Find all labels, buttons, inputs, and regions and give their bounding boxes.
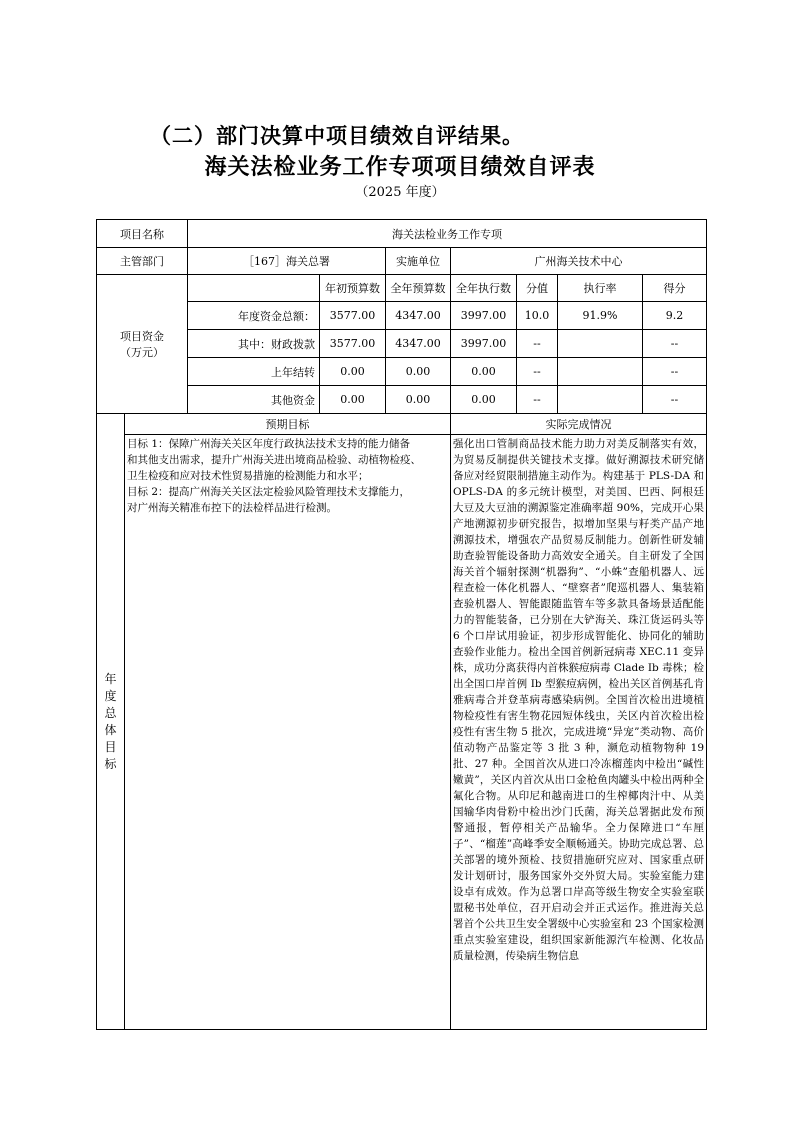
fund-header: 年初预算数: [320, 275, 386, 302]
fund-header: 得分: [643, 275, 707, 302]
fund-header: 全年执行数: [451, 275, 517, 302]
fund-cell: [558, 330, 643, 358]
project-name-label: 项目名称: [97, 220, 188, 248]
dept-value: ［167］海关总署: [188, 248, 386, 275]
fund-cell: --: [517, 386, 558, 414]
fund-row-label: 其他资金: [188, 386, 320, 414]
fund-header: 全年预算数: [386, 275, 451, 302]
fund-cell: 0.00: [320, 358, 386, 386]
fund-cell: [558, 386, 643, 414]
dept-label: 主管部门: [97, 248, 188, 275]
fund-row-label: 其中：财政拨款: [188, 330, 320, 358]
project-name-value: 海关法检业务工作专项: [188, 220, 707, 248]
year-label: （2025 年度）: [355, 185, 445, 200]
fund-cell: 3997.00: [451, 330, 517, 358]
fund-row-label: 上年结转: [188, 358, 320, 386]
fund-cell: 4347.00: [386, 330, 451, 358]
fund-cell: --: [517, 358, 558, 386]
fund-cell: 3997.00: [451, 302, 517, 330]
impl-value: 广州海关技术中心: [451, 248, 707, 275]
actual-header: 实际完成情况: [451, 414, 707, 435]
fund-header: 分值: [517, 275, 558, 302]
fund-cell: 10.0: [517, 302, 558, 330]
fund-cell: 9.2: [643, 302, 707, 330]
fund-cell: 0.00: [386, 386, 451, 414]
fund-cell: 3577.00: [320, 330, 386, 358]
fund-cell: --: [517, 330, 558, 358]
fund-cell: --: [643, 386, 707, 414]
fund-cell: 3577.00: [320, 302, 386, 330]
fund-cell: [558, 358, 643, 386]
expected-goal-text: 目标 1：保障广州海关关区年度行政执法技术支持的能力储备 和其他支出需求，提升广州海关进出境商品检验、动植物检疫、 卫生检疫和应对技术性贸易措施的检测能力和水平； 目标 2：提高广州海关关区法定检验风险管理技术支撑能力， 对广州海关精准布控下的法检样品进行检测。: [125, 435, 451, 1030]
expected-goal-header: 预期目标: [125, 414, 451, 435]
fund-cell: 91.9%: [558, 302, 643, 330]
evaluation-table: [96, 219, 707, 1030]
fund-cell: 0.00: [451, 358, 517, 386]
fund-cell: 0.00: [320, 386, 386, 414]
fund-cell: 4347.00: [386, 302, 451, 330]
fund-header: 执行率: [558, 275, 643, 302]
actual-completion-text: 强化出口管制商品技术能力助力对美反制落实有效，为贸易反制提供关键技术支撑。做好溯源技术研究储备应对经贸限制措施主动作为。构建基于 PLS-DA 和 OPLS-DA 的多元统计模型，对美国、巴西、阿根廷大豆及大豆油的溯源鉴定准确率超 90%，完成开心果产地溯源初步研究报告，拟增加坚果与籽类产品产地溯源技术，增强农产品贸易反制能力。创新性研发辅助查验智能设备助力高效安全通关。自主研发了全国海关首个辐射探测“机器狗”、“小蛛”查船机器人、远程查检一体化机器人、“壁察者”爬巡机器人、集装箱查验机器人、智能跟随监管车等多款具备场景适配能力的智能装备，已分别在大铲海关、珠江货运码头等 6 个口岸试用验证，初步形成智能化、协同化的辅助查验作业能力。检出全国首例新冠病毒 XEC.11 变异株，成功分离获得内首株猴痘病毒 Clade Ib 毒株；检出全国口岸首例 Ib 型猴痘病例，检出关区首例基孔肯雅病毒合并登革病毒感染病例。全国首次检出进境植物检疫性有害生物花园短体线虫，关区内首次检出检疫性有害生物 5 批次，完成进境“异宠”类动物、高价值动物产品鉴定等 3 批 3 种，濒危动植物物种 19 批、27 种。全国首次从进口冷冻榴莲肉中检出“碱性嫩黄”，关区内首次从出口金枪鱼肉罐头中检出两种全氟化合物。从印尼和越南进口的生榨椰肉汁中、从美国输华肉骨粉中检出沙门氏菌，海关总署据此发布预警通报，暂停相关产品输华。全力保障进口“车厘子”、“榴莲”高峰季安全顺畅通关。协助完成总署、总关部署的境外预检、技贸措施研究应对、国家重点研发计划研讨，服务国家外交外贸大局。实验室能力建设卓有成效。作为总署口岸高等级生物安全实验室联盟秘书处单位，召开启动会并正式运作。推进海关总署首个公共卫生安全署级中心实验室和 23 个国家检测重点实验室建设，组织国家新能源汽车检测、化妆品质量检测，传染病生物信息: [451, 435, 707, 1030]
page-title: 海关法检业务工作专项项目绩效自评表: [204, 154, 596, 180]
section-heading: （二）部门决算中项目绩效自评结果。: [150, 123, 524, 148]
fund-label: 项目资金 （万元）: [97, 275, 188, 414]
fund-cell: 0.00: [451, 386, 517, 414]
fund-row-label: 年度资金总额：: [188, 302, 320, 330]
impl-label: 实施单位: [386, 248, 451, 275]
fund-cell: --: [643, 358, 707, 386]
fund-cell: 0.00: [386, 358, 451, 386]
fund-cell: --: [643, 330, 707, 358]
annual-goal-label: 年 度 总 体 目 标: [97, 414, 125, 1030]
